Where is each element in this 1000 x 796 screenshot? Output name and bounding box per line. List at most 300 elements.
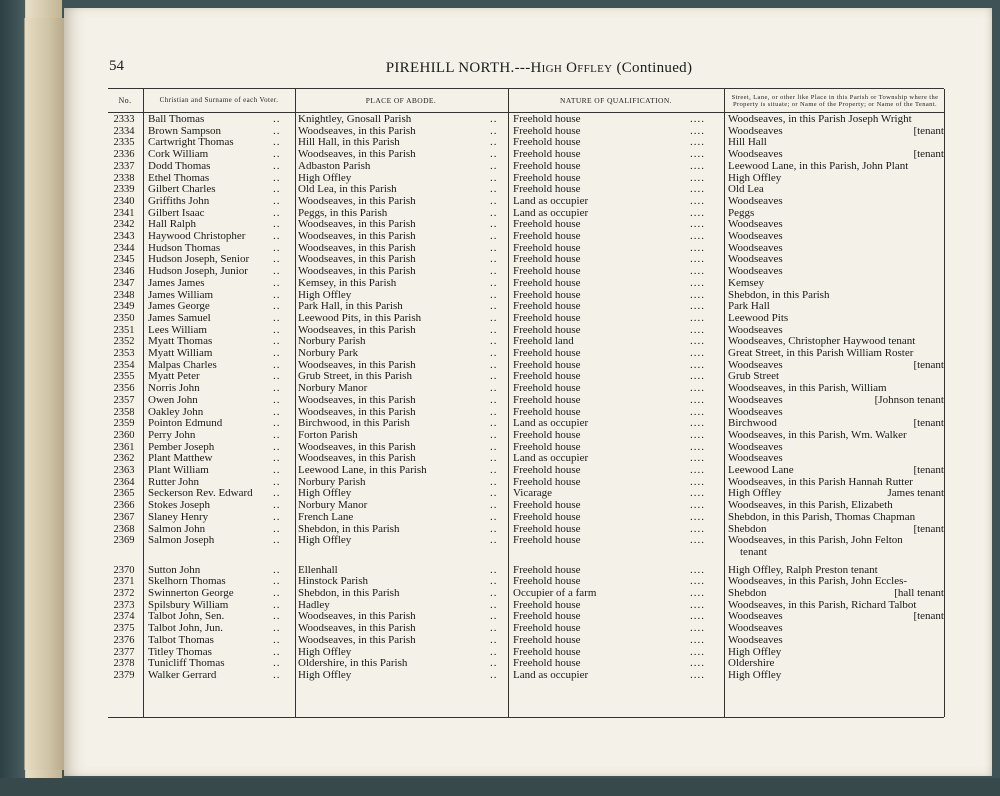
property-street: Leewood Lane — [728, 464, 794, 476]
leader-dots: .. — [490, 393, 498, 406]
property-street: Woodseaves, in this Parish Hannah Rutter — [728, 475, 913, 488]
voter-name: Slaney Henry — [148, 510, 209, 523]
leader-dots: .... — [690, 657, 705, 670]
property-street: Woodseaves, in this Parish Joseph Wright — [728, 113, 912, 125]
row-number: 2365 — [113, 488, 135, 500]
place-of-abode: High Offley — [298, 487, 352, 500]
row-number: 2355 — [113, 371, 135, 383]
book-cover-edge — [0, 778, 1000, 796]
row-number: 2336 — [113, 149, 135, 161]
leader-dots: .. — [490, 464, 498, 476]
leader-dots: .... — [690, 253, 705, 266]
qualification: Freehold house — [513, 276, 581, 289]
leader-dots: .... — [690, 148, 705, 161]
leader-dots: .. — [490, 113, 498, 125]
leader-dots: .... — [690, 276, 705, 289]
qualification: Freehold house — [513, 113, 581, 125]
row-number: 2372 — [113, 588, 135, 599]
row-number: 2343 — [113, 231, 135, 242]
row-number: 2375 — [113, 623, 135, 635]
qualification: Freehold house — [513, 382, 581, 395]
voter-name: Ball Thomas — [148, 113, 205, 125]
property-street: Woodseaves — [728, 610, 783, 623]
leader-dots: .. — [490, 136, 498, 149]
title-place: High Offley — [530, 60, 613, 76]
voter-name: Malpas Charles — [148, 358, 217, 371]
voter-name: Myatt Peter — [148, 370, 200, 383]
leader-dots: .. — [273, 230, 281, 242]
leader-dots: .. — [273, 633, 281, 646]
row-number: 2345 — [113, 254, 135, 266]
leader-dots: .... — [690, 645, 705, 658]
property-street: Woodseaves — [728, 622, 783, 635]
header-street: Street, Lane, or other like Place in this Parish or Township where the Property is situate; or Name of the Property; or Name of the Tenant. — [731, 93, 939, 108]
voter-name: Tunicliff Thomas — [148, 657, 225, 670]
voter-name: Brown Sampson — [148, 124, 222, 137]
leader-dots: .. — [490, 311, 498, 324]
leader-dots: .. — [273, 159, 281, 172]
leader-dots: .. — [490, 610, 498, 623]
place-of-abode: Leewood Lane, in this Parish — [298, 464, 427, 476]
leader-dots: .... — [690, 428, 705, 441]
place-of-abode: Birchwood, in this Parish — [298, 417, 410, 430]
leader-dots: .. — [273, 218, 281, 231]
qualification: Freehold house — [513, 311, 581, 324]
leader-dots: .. — [273, 265, 281, 278]
place-of-abode: Norbury Parish — [298, 335, 366, 348]
property-street: Birchwood — [728, 417, 777, 430]
row-number: 2361 — [113, 441, 135, 453]
voter-name: Hall Ralph — [148, 218, 196, 231]
leader-dots: .. — [273, 475, 281, 488]
leader-dots: .... — [690, 241, 705, 254]
table-row — [108, 114, 944, 126]
qualification: Freehold house — [513, 159, 581, 172]
property-street: Woodseaves, in this Parish, Richard Talbot — [728, 598, 917, 611]
property-tenant-note: [tenant — [913, 148, 944, 161]
voter-name: James William — [148, 288, 214, 301]
qualification: Freehold house — [513, 136, 581, 149]
leader-dots: .... — [690, 159, 705, 172]
place-of-abode: Woodseaves, in this Parish — [298, 148, 416, 161]
qualification: Freehold land — [513, 335, 574, 348]
voter-name: Rutter John — [148, 475, 200, 488]
leader-dots: .... — [690, 300, 705, 313]
place-of-abode: Woodseaves, in this Parish — [298, 440, 416, 453]
voter-name: James George — [148, 300, 210, 313]
place-of-abode: Kemsey, in this Parish — [298, 276, 397, 289]
leader-dots: .. — [273, 417, 281, 430]
voter-name: Hudson Joseph, Junior — [148, 265, 248, 278]
voter-name: Talbot John, Sen. — [148, 610, 225, 623]
place-of-abode: Woodseaves, in this Parish — [298, 241, 416, 254]
qualification: Freehold house — [513, 534, 581, 547]
voter-name: Myatt Thomas — [148, 335, 213, 348]
row-number: 2350 — [113, 312, 135, 324]
property-street: Woodseaves, in this Parish, William — [728, 382, 887, 395]
qualification: Freehold house — [513, 522, 581, 535]
leader-dots: .... — [690, 124, 705, 137]
leader-dots: .. — [490, 124, 498, 137]
property-street: High Offley — [728, 668, 782, 681]
qualification: Land as occupier — [513, 452, 589, 465]
property-tenant-note: [tenant — [913, 417, 944, 430]
property-street: High Offley — [728, 487, 782, 500]
leader-dots: .. — [490, 405, 498, 418]
place-of-abode: Woodseaves, in this Parish — [298, 230, 416, 242]
voter-name: Griffiths John — [148, 194, 210, 207]
row-number: 2374 — [113, 611, 135, 623]
leader-dots: .... — [690, 575, 705, 588]
place-of-abode: Norbury Manor — [298, 499, 368, 512]
leader-dots: .. — [273, 563, 281, 576]
property-street: High Offley — [728, 645, 782, 658]
property-street: tenant — [740, 545, 767, 558]
voter-name: Plant William — [148, 464, 209, 476]
leader-dots: .... — [690, 206, 705, 219]
qualification: Freehold house — [513, 358, 581, 371]
leader-dots: .. — [273, 113, 281, 125]
leader-dots: .... — [690, 510, 705, 523]
row-number: 2360 — [113, 429, 135, 441]
place-of-abode: High Offley — [298, 288, 352, 301]
row-number: 2352 — [113, 336, 135, 348]
table-row — [108, 395, 944, 407]
voter-register-table — [108, 88, 944, 718]
property-street: Leewood Lane, in this Parish, John Plant — [728, 159, 909, 172]
voter-name: Plant Matthew — [148, 452, 213, 465]
row-number: 2344 — [113, 242, 135, 254]
qualification: Freehold house — [513, 300, 581, 313]
property-street: Woodseaves — [728, 265, 783, 278]
leader-dots: .. — [490, 347, 498, 359]
leader-dots: .. — [273, 405, 281, 418]
row-number: 2379 — [113, 669, 135, 681]
place-of-abode: Woodseaves, in this Parish — [298, 452, 416, 465]
table-row — [108, 430, 944, 442]
leader-dots: .. — [273, 499, 281, 512]
leader-dots: .. — [490, 300, 498, 313]
place-of-abode: Woodseaves, in this Parish — [298, 622, 416, 635]
place-of-abode: Norbury Parish — [298, 475, 366, 488]
row-number: 2347 — [113, 277, 135, 289]
qualification: Freehold house — [513, 645, 581, 658]
property-street: Woodseaves, in this Parish, John Felton — [728, 534, 903, 547]
property-street: Woodseaves — [728, 393, 783, 406]
property-street: Woodseaves — [728, 148, 783, 161]
leader-dots: .. — [273, 300, 281, 313]
qualification: Freehold house — [513, 440, 581, 453]
place-of-abode: Shebdon, in this Parish — [298, 522, 400, 535]
leader-dots: .. — [273, 311, 281, 324]
qualification: Freehold house — [513, 230, 581, 242]
property-street: Woodseaves, in this Parish, Elizabeth — [728, 499, 893, 512]
voter-name: Cartwright Thomas — [148, 136, 234, 149]
place-of-abode: Woodseaves, in this Parish — [298, 323, 416, 336]
leader-dots: .. — [273, 148, 281, 161]
property-street: Peggs — [728, 206, 755, 219]
leader-dots: .... — [690, 218, 705, 231]
leader-dots: .. — [273, 452, 281, 465]
qualification: Freehold house — [513, 148, 581, 161]
row-number: 2371 — [113, 576, 135, 588]
place-of-abode: Leewood Pits, in this Parish — [298, 311, 422, 324]
leader-dots: .... — [690, 452, 705, 465]
leader-dots: .. — [273, 171, 281, 184]
property-street: Woodseaves, in this Parish, John Eccles- — [728, 575, 908, 588]
row-number: 2369 — [113, 535, 135, 547]
place-of-abode: Woodseaves, in this Parish — [298, 358, 416, 371]
property-street: Shebdon, in this Parish — [728, 288, 830, 301]
qualification: Freehold house — [513, 610, 581, 623]
place-of-abode: Hill Hall, in this Parish — [298, 136, 400, 149]
leader-dots: .... — [690, 464, 705, 476]
leader-dots: .. — [490, 171, 498, 184]
table-row — [108, 161, 944, 173]
row-number: 2348 — [113, 289, 135, 301]
leader-dots: .... — [690, 598, 705, 611]
property-street: Woodseaves, in this Parish, Wm. Walker — [728, 428, 907, 441]
leader-dots: .. — [273, 534, 281, 547]
leader-dots: .. — [273, 393, 281, 406]
leader-dots: .... — [690, 171, 705, 184]
qualification: Occupier of a farm — [513, 587, 597, 599]
leader-dots: .. — [273, 323, 281, 336]
place-of-abode: Woodseaves, in this Parish — [298, 393, 416, 406]
page-stack-edge — [24, 18, 65, 770]
voter-name: James James — [148, 276, 205, 289]
row-number: 2340 — [113, 195, 135, 207]
table-row — [108, 512, 944, 524]
leader-dots: .. — [273, 428, 281, 441]
leader-dots: .. — [490, 440, 498, 453]
place-of-abode: Woodseaves, in this Parish — [298, 610, 416, 623]
place-of-abode: French Lane — [298, 510, 354, 523]
qualification: Freehold house — [513, 370, 581, 383]
qualification: Freehold house — [513, 633, 581, 646]
property-street: Shebdon, in this Parish, Thomas Chapman — [728, 510, 916, 523]
leader-dots: .. — [490, 475, 498, 488]
qualification: Freehold house — [513, 218, 581, 231]
place-of-abode: Woodseaves, in this Parish — [298, 265, 416, 278]
leader-dots: .... — [690, 136, 705, 149]
qualification: Freehold house — [513, 475, 581, 488]
voter-name: Haywood Christopher — [148, 230, 246, 242]
row-number: 2376 — [113, 634, 135, 646]
row-number: 2368 — [113, 523, 135, 535]
place-of-abode: Ellenhall — [298, 563, 338, 576]
row-number: 2338 — [113, 172, 135, 184]
leader-dots: .. — [273, 440, 281, 453]
property-street: Old Lea — [728, 183, 764, 196]
property-tenant-note: [tenant — [913, 358, 944, 371]
leader-dots: .. — [490, 587, 498, 599]
row-number: 2342 — [113, 219, 135, 231]
table-row — [108, 547, 944, 559]
property-street: Park Hall — [728, 300, 770, 313]
voter-name: Pointon Edmund — [148, 417, 223, 430]
property-tenant-note: [tenant — [913, 610, 944, 623]
row-number: 2357 — [113, 394, 135, 406]
row-number: 2346 — [113, 266, 135, 278]
title-main: PIREHILL NORTH.--- — [385, 60, 531, 76]
leader-dots: .. — [490, 510, 498, 523]
place-of-abode: Park Hall, in this Parish — [298, 300, 403, 313]
leader-dots: .. — [273, 382, 281, 395]
page-number: 54 — [109, 58, 124, 74]
leader-dots: .. — [273, 510, 281, 523]
row-number: 2334 — [113, 125, 135, 137]
leader-dots: .. — [490, 183, 498, 196]
table-row — [108, 588, 944, 600]
row-number: 2351 — [113, 324, 135, 336]
leader-dots: .. — [490, 206, 498, 219]
leader-dots: .... — [690, 265, 705, 278]
qualification: Freehold house — [513, 575, 581, 588]
row-number: 2335 — [113, 137, 135, 149]
property-street: Kemsey — [728, 276, 765, 289]
qualification: Freehold house — [513, 598, 581, 611]
leader-dots: .. — [490, 241, 498, 254]
voter-name: Myatt William — [148, 347, 213, 359]
page-title — [289, 60, 789, 77]
book-page — [64, 8, 992, 776]
leader-dots: .... — [690, 230, 705, 242]
qualification: Freehold house — [513, 563, 581, 576]
voter-name: Dodd Thomas — [148, 159, 211, 172]
row-number: 2341 — [113, 207, 135, 219]
voter-name: Cork William — [148, 148, 209, 161]
qualification: Freehold house — [513, 265, 581, 278]
qualification: Freehold house — [513, 622, 581, 635]
leader-dots: .. — [490, 487, 498, 500]
leader-dots: .... — [690, 393, 705, 406]
leader-dots: .. — [490, 598, 498, 611]
leader-dots: .. — [490, 159, 498, 172]
property-street: Woodseaves — [728, 218, 783, 231]
property-tenant-note: [tenant — [913, 124, 944, 137]
leader-dots: .. — [273, 335, 281, 348]
leader-dots: .. — [490, 534, 498, 547]
table-row — [108, 465, 944, 477]
row-number: 2373 — [113, 599, 135, 611]
row-number: 2358 — [113, 406, 135, 418]
voter-name: Gilbert Isaac — [148, 206, 205, 219]
leader-dots: .... — [690, 563, 705, 576]
row-number: 2356 — [113, 383, 135, 395]
voter-name: Norris John — [148, 382, 200, 395]
header-place: PLACE OF ABODE. — [365, 96, 437, 105]
place-of-abode: Knightley, Gnosall Parish — [298, 113, 412, 125]
voter-name: Walker Gerrard — [148, 668, 217, 681]
voter-name: Owen John — [148, 393, 198, 406]
leader-dots: .... — [690, 288, 705, 301]
leader-dots: .... — [690, 522, 705, 535]
voter-name: Gilbert Charles — [148, 183, 216, 196]
leader-dots: .... — [690, 475, 705, 488]
leader-dots: .. — [490, 633, 498, 646]
qualification: Freehold house — [513, 393, 581, 406]
leader-dots: .. — [490, 563, 498, 576]
voter-name: Swinnerton George — [148, 587, 234, 599]
place-of-abode: Norbury Park — [298, 347, 359, 359]
row-number: 2378 — [113, 658, 135, 670]
leader-dots: .. — [273, 610, 281, 623]
leader-dots: .. — [273, 276, 281, 289]
property-street: Woodseaves — [728, 633, 783, 646]
place-of-abode: High Offley — [298, 645, 352, 658]
leader-dots: .. — [490, 575, 498, 588]
qualification: Land as occupier — [513, 206, 589, 219]
qualification: Freehold house — [513, 124, 581, 137]
leader-dots: .. — [490, 323, 498, 336]
property-street: High Offley — [728, 171, 782, 184]
table-row — [108, 231, 944, 243]
qualification: Freehold house — [513, 347, 581, 359]
leader-dots: .... — [690, 382, 705, 395]
leader-dots: .. — [273, 657, 281, 670]
place-of-abode: Shebdon, in this Parish — [298, 587, 400, 599]
leader-dots: .. — [273, 668, 281, 681]
leader-dots: .. — [273, 358, 281, 371]
leader-dots: .... — [690, 534, 705, 547]
leader-dots: .... — [690, 347, 705, 359]
leader-dots: .... — [690, 113, 705, 125]
voter-name: Perry John — [148, 428, 196, 441]
leader-dots: .... — [690, 610, 705, 623]
place-of-abode: Woodseaves, in this Parish — [298, 633, 416, 646]
qualification: Vicarage — [513, 487, 553, 500]
leader-dots: .. — [273, 587, 281, 599]
property-tenant-note: [Johnson tenant — [874, 393, 944, 406]
property-street: Woodseaves — [728, 230, 783, 242]
leader-dots: .... — [690, 417, 705, 430]
leader-dots: .. — [273, 194, 281, 207]
leader-dots: .... — [690, 440, 705, 453]
qualification: Freehold house — [513, 510, 581, 523]
row-number: 2364 — [113, 476, 135, 488]
property-tenant-note: [tenant — [913, 464, 944, 476]
qualification: Land as occupier — [513, 668, 589, 681]
leader-dots: .. — [490, 645, 498, 658]
qualification: Freehold house — [513, 323, 581, 336]
property-street: Woodseaves — [728, 358, 783, 371]
leader-dots: .... — [690, 405, 705, 418]
voter-name: Hudson Joseph, Senior — [148, 253, 250, 266]
voter-name: Spilsbury William — [148, 598, 229, 611]
row-number: 2359 — [113, 418, 135, 430]
property-street: Woodseaves — [728, 253, 783, 266]
leader-dots: .. — [273, 183, 281, 196]
property-tenant-note: [tenant — [913, 522, 944, 535]
property-street: Shebdon — [728, 587, 767, 599]
header-no: No. — [118, 96, 132, 105]
place-of-abode: Peggs, in this Parish — [298, 206, 388, 219]
leader-dots: .. — [490, 335, 498, 348]
leader-dots: .... — [690, 370, 705, 383]
column-rule — [944, 89, 945, 717]
qualification: Freehold house — [513, 253, 581, 266]
leader-dots: .... — [690, 622, 705, 635]
leader-dots: .... — [690, 487, 705, 500]
qualification: Freehold house — [513, 499, 581, 512]
leader-dots: .. — [273, 645, 281, 658]
place-of-abode: Hadley — [298, 598, 330, 611]
voter-name: Stokes Joseph — [148, 499, 211, 512]
property-tenant-note: [hall tenant — [894, 587, 944, 599]
leader-dots: .. — [273, 487, 281, 500]
voter-name: Pember Joseph — [148, 440, 215, 453]
